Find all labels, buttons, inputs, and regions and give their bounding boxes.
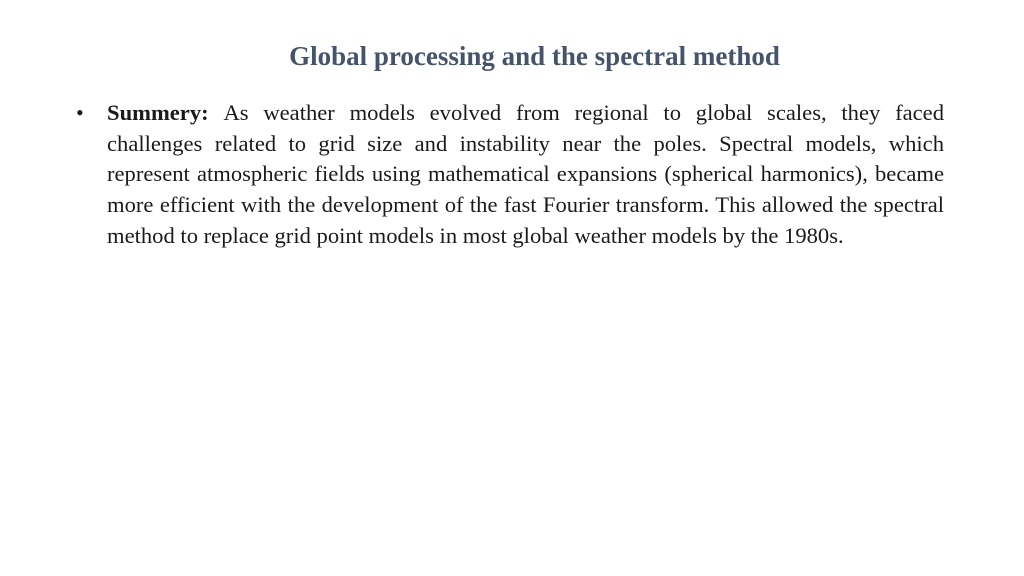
bullet-list bbox=[76, 98, 944, 252]
bullet-marker: • bbox=[76, 100, 84, 125]
bullet-item-summary bbox=[76, 98, 944, 252]
bullet-label: Summery: bbox=[107, 100, 224, 125]
slide-title: Global processing and the spectral method bbox=[289, 41, 780, 71]
bullet-text: As weather models evolved from regional to global scales, they faced challenges related to grid size and instability near the poles. Spectral models, which represent atmospheric fields using mathematical expansions (spherical harmonics), became more efficient with the development of the fast Fourier transform. This allowed the spectral method to replace grid point models in most global weather models by the 1980s. bbox=[107, 100, 944, 248]
